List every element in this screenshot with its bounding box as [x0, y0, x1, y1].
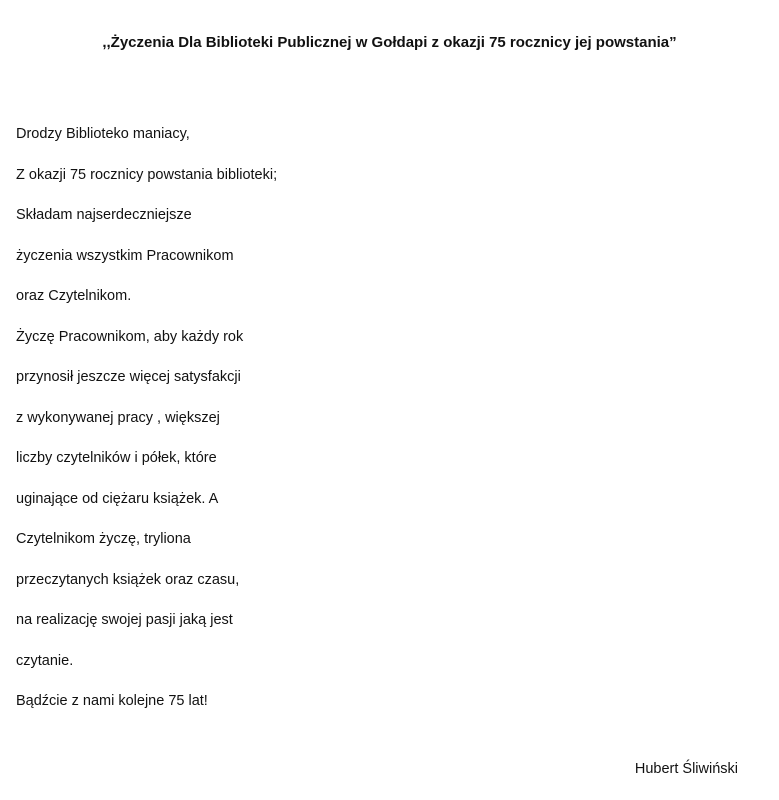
letter-line: Czytelnikom życzę, tryliona: [16, 531, 191, 547]
letter-line: przynosił jeszcze więcej satysfakcji: [16, 369, 241, 385]
letter-line: Życzę Pracownikom, aby każdy rok: [16, 328, 244, 345]
letter-line: uginające od ciężaru książek. A: [16, 490, 219, 507]
document-title: ,,Życzenia Dla Biblioteki Publicznej w Gołdapi z okazji 75 rocznicy jej powstania”: [102, 34, 677, 51]
signature: Hubert Śliwiński: [634, 761, 738, 777]
letter-line: Składam najserdeczniejsze: [16, 207, 192, 223]
letter-line: na realizację swojej pasji jaką jest: [16, 612, 233, 628]
letter-line: Z okazji 75 rocznicy powstania biblioteki;: [16, 166, 278, 183]
letter-line: przeczytanych książek oraz czasu,: [16, 571, 240, 588]
letter-line: Bądźcie z nami kolejne 75 lat!: [16, 693, 208, 709]
letter-body: [16, 114, 616, 722]
letter-line: Drodzy Biblioteko maniacy,: [16, 126, 190, 142]
letter-line: z wykonywanej pracy , większej: [16, 409, 220, 426]
letter-line: oraz Czytelnikom.: [16, 288, 132, 304]
letter-line: życzenia wszystkim Pracownikom: [16, 247, 234, 264]
letter-line: czytanie.: [16, 652, 74, 669]
letter-line: liczby czytelników i półek, które: [16, 450, 217, 466]
